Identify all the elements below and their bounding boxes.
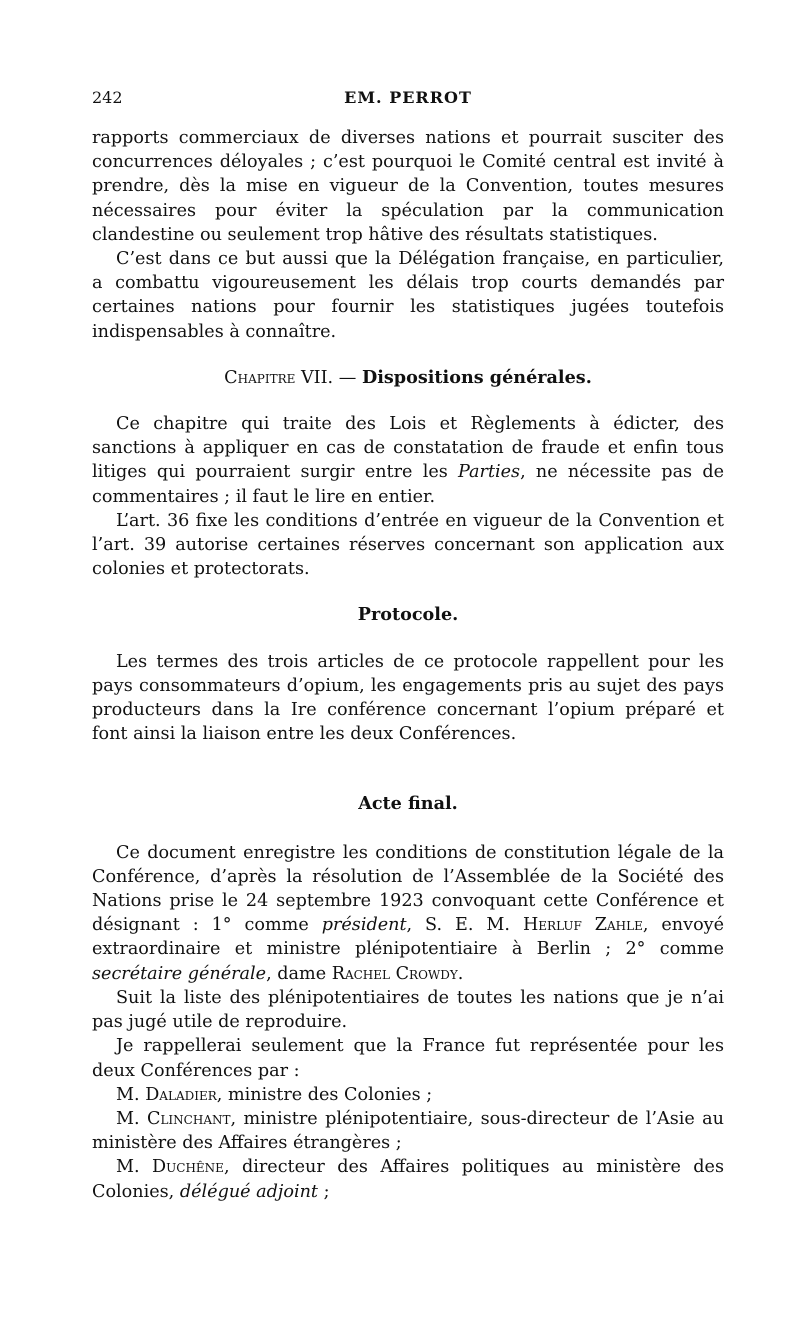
president-italic: président [321,915,407,936]
paragraph-6 [92,841,724,986]
paragraph-3-text-a: Ce chapitre qui traite des Lois et Règlements à édicter, des sanctions à appliquer en cas de constatation de fraude et enfin tous litiges qui pourraient surgir entre les [92,414,724,483]
name-rachel-crowdy: Rachel Crowdy [331,963,458,984]
delegate-name: M. Clinchant [116,1108,231,1129]
delegate-3 [92,1155,724,1203]
delegate-role: , directeur des Affaires politiques au ministère des Colonies, [92,1157,725,1202]
parties-italic: Parties [458,462,521,483]
delegue-adjoint-italic: délégué adjoint [179,1181,318,1202]
running-header [92,88,724,114]
chapter-7-title: Dispositions générales. [361,366,592,388]
paragraph-5-text-a: Les termes des trois articles de ce protocole rappellent pour les pays consommateurs d’opium, les engagements pris au sujet des pays producteurs dans la [92,651,724,721]
delegate-1 [92,1083,724,1107]
protocole-heading [92,603,724,627]
running-title: EM. PERROT [344,88,472,107]
chapter-7-label: Chapitre VII. — [224,367,357,388]
acte-final-title: Acte final. [358,793,458,815]
paragraph-5 [92,650,724,747]
delegate-2 [92,1107,724,1155]
delegate-name: M. Duchêne [116,1157,224,1178]
paragraph-6-text-e: . [457,963,464,984]
chapter-7-heading [92,366,724,390]
paragraph-6-text-c: , envoyé extraordinaire et ministre plénipotentiaire à Berlin ; 2° comme [92,915,725,960]
paragraph-2: C’est dans ce but aussi que la Délégation française, en particulier, a combattu vigoureusement les délais trop courts demandés par certaines nations pour fournir les statistiques jugées toutefois indispensables à connaître. [92,249,724,342]
paragraph-6-text-a: Ce document enregistre les conditions de constitution légale de la Conférence, d’après la résolution de l’Assemblée de la Société des Nations prise le 24 septembre 1923 convoquant cette Conférence et désignant : 1° comme [92,842,724,936]
delegate-name: M. Daladier [116,1084,217,1105]
paragraph-3 [92,412,724,509]
body-text [92,126,724,1204]
paragraph-6-text-d: , dame [266,963,332,984]
page-number: 242 [92,88,123,107]
delegate-role: , ministre plénipotentiaire, sous-directeur de l’Asie au ministère des Affaires étrangères ; [92,1108,725,1154]
delegate-role: , ministre des Colonies ; [216,1084,433,1105]
paragraph-1: rapports commerciaux de diverses nations et pourrait susciter des concurrences déloyales ; c’est pourquoi le Comité central est invité à prendre, dès la mise en vigueur de la Convention, toutes mesures nécessaires pour éviter la spéculation par la communication clandestine ou seulement trop hâtive des résultats statistiques. [92,128,724,245]
protocole-title: Protocole. [357,604,459,626]
paragraph-7: Suit la liste des plénipotentiaires de toutes les nations que je n’ai pas jugé utile de reproduire. [92,987,724,1033]
name-herluf-zahle: Herluf Zahle [522,915,643,936]
paragraph-5-text-b: conférence concernant l’opium préparé et font ainsi la liaison entre les deux Conférences. [92,700,724,745]
secretaire-italic: secrétaire générale [92,963,267,984]
delegate-tail: ; [318,1181,330,1202]
paragraph-6-text-b: , S. E. M. [406,915,523,936]
acte-final-heading [92,792,724,816]
paragraph-4: L’art. 36 fixe les conditions d’entrée en vigueur de la Convention et l’art. 39 autorise certaines réserves concernant son application aux colonies et protectorats. [92,510,724,580]
paragraph-3-text-b: , ne nécessite pas de commentaires ; il faut le lire en entier. [92,462,724,507]
ordinal-ire: Ire [290,700,317,721]
paragraph-8: Je rappellerai seulement que la France fut représentée pour les deux Conférences par : [92,1036,724,1081]
